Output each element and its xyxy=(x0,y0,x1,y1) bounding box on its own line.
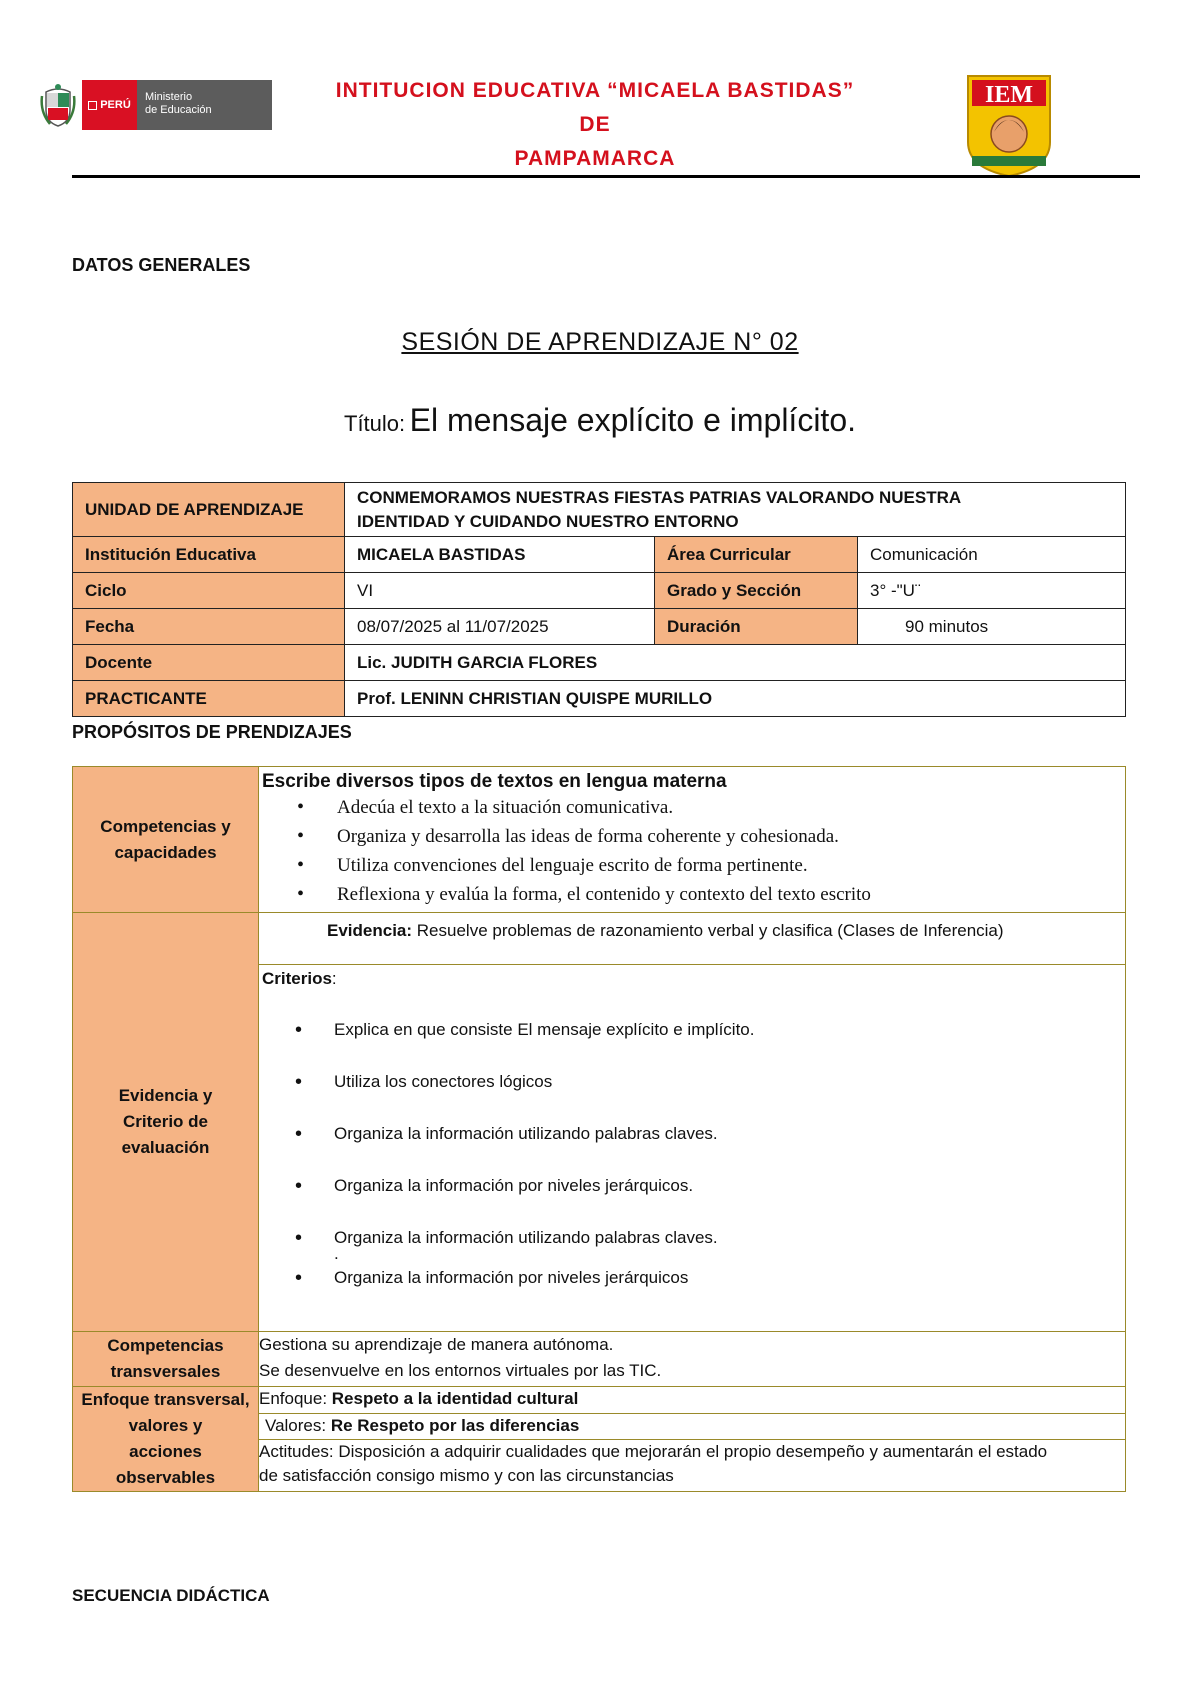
competencias-label xyxy=(73,767,259,913)
list-item: • Organiza la información utilizando palabras claves. xyxy=(259,1123,1125,1145)
criterio-text: Organiza la información utilizando palabras claves. xyxy=(334,1228,718,1247)
fecha-value: 08/07/2025 al 11/07/2025 xyxy=(345,609,655,645)
grado-label: Grado y Sección xyxy=(655,573,858,609)
unidad-value-line-2: IDENTIDAD Y CUIDANDO NUESTRO ENTORNO xyxy=(357,511,739,531)
list-item: • Organiza y desarrolla las ideas de forma coherente y cohesionada. xyxy=(259,822,1125,851)
competencias-cell xyxy=(259,767,1126,913)
criterio-dot: . xyxy=(334,1244,339,1263)
criterios-heading xyxy=(259,965,1125,989)
evidencia-label-line-3: evaluación xyxy=(121,1138,210,1157)
transversales-label xyxy=(73,1332,259,1387)
list-item: • Reflexiona y evalúa la forma, el contenido y contexto del texto escrito xyxy=(259,880,1125,909)
table-row xyxy=(73,483,1126,537)
datos-generales-heading: DATOS GENERALES xyxy=(72,255,251,275)
session-title: SESIÓN DE APRENDIZAJE N° 02 xyxy=(401,328,799,356)
competencia-title: Escribe diversos tipos de textos en lengua materna xyxy=(262,771,727,792)
evidencia-label-line-1: Evidencia y xyxy=(118,1086,213,1105)
unidad-label: UNIDAD DE APRENDIZAJE xyxy=(73,483,345,537)
evidencia-value: Resuelve problemas de razonamiento verbal y clasifica (Clases de Inferencia) xyxy=(412,921,1004,940)
enfoque-prefix: Enfoque: xyxy=(259,1389,332,1408)
lesson-title xyxy=(0,402,1200,439)
list-item xyxy=(259,1227,1125,1263)
enfoque-label-line-3: acciones xyxy=(129,1442,202,1461)
purpose-table xyxy=(72,766,1126,1492)
ciclo-value: VI xyxy=(345,573,655,609)
area-value: Comunicación xyxy=(858,537,1126,573)
ie-value: MICAELA BASTIDAS xyxy=(345,537,655,573)
competencias-label-line-1: Competencias y xyxy=(100,816,231,836)
enfoque-value: Respeto a la identidad cultural xyxy=(331,1389,579,1408)
evidencia-cell xyxy=(259,913,1126,965)
transversales-label-line-2: transversales xyxy=(110,1362,221,1381)
unidad-value-line-1: CONMEMORAMOS NUESTRAS FIESTAS PATRIAS VALORANDO NUESTRA xyxy=(357,487,962,507)
table-row xyxy=(73,537,1126,573)
criterios-label: Criterios xyxy=(262,969,332,988)
evidencia-label: Evidencia: xyxy=(327,921,413,940)
peru-mark-icon xyxy=(88,101,97,110)
actitudes-line-2: de satisfacción consigo mismo y con las circunstancias xyxy=(259,1466,674,1485)
area-label: Área Curricular xyxy=(655,537,858,573)
enfoque-cell xyxy=(259,1387,1126,1414)
criterios-list xyxy=(259,1019,1125,1289)
table-row xyxy=(73,913,1126,965)
actitudes-cell xyxy=(259,1440,1126,1492)
school-line-3: PAMPAMARCA xyxy=(514,147,676,170)
transversal-2: Se desenvuelve en los entornos virtuales por las TIC. xyxy=(259,1361,662,1380)
school-line-2: DE xyxy=(579,113,611,136)
actitudes-line-1: Actitudes: Disposición a adquirir cualidades que mejorarán el propio desempeño y aumentarán el estado xyxy=(259,1442,1048,1461)
valores-value: Re Respeto por las diferencias xyxy=(330,1415,580,1435)
capacidades-list xyxy=(259,793,1125,909)
transversales-label-line-1: Competencias xyxy=(107,1336,224,1355)
table-row xyxy=(73,1387,1126,1414)
header-divider xyxy=(72,175,1140,178)
school-line-1: INTITUCION EDUCATIVA “MICAELA BASTIDAS” xyxy=(335,79,855,102)
criterios-cell xyxy=(259,965,1126,1332)
enfoque-label-line-2: valores y xyxy=(128,1416,203,1435)
docente-label: Docente xyxy=(73,645,345,681)
valores-cell xyxy=(259,1413,1126,1440)
list-item: • Utiliza convenciones del lenguaje escrito de forma pertinente. xyxy=(259,851,1125,880)
practicante-value: Prof. LENINN CHRISTIAN QUISPE MURILLO xyxy=(345,681,1126,717)
list-item: • Explica en que consiste El mensaje explícito e implícito. xyxy=(259,1019,1125,1041)
table-row xyxy=(73,609,1126,645)
ie-label: Institución Educativa xyxy=(73,537,345,573)
list-item: • Utiliza los conectores lógicos xyxy=(259,1071,1125,1093)
school-name xyxy=(270,74,920,176)
minedu-logo xyxy=(82,80,272,130)
docente-value: Lic. JUDITH GARCIA FLORES xyxy=(345,645,1126,681)
competencias-label-line-2: capacidades xyxy=(114,842,217,862)
enfoque-label-line-4: observables xyxy=(115,1468,216,1487)
evidencia-criterio-label xyxy=(73,913,259,1332)
lesson-title-label: Título: xyxy=(344,411,406,436)
peru-coat-of-arms-icon xyxy=(40,82,76,128)
general-data-table xyxy=(72,482,1126,717)
criterios-colon: : xyxy=(331,969,337,988)
minedu-line-1: Ministerio xyxy=(145,91,193,103)
enfoque-label xyxy=(73,1387,259,1492)
ciclo-label: Ciclo xyxy=(73,573,345,609)
duracion-value: 90 minutos xyxy=(858,609,1126,645)
minedu-line-2: de Educación xyxy=(145,104,212,116)
unidad-value xyxy=(345,483,1126,537)
grado-value: 3° -"U¨ xyxy=(858,573,1126,609)
transversales-cell xyxy=(259,1332,1126,1387)
evidencia-text xyxy=(259,913,1125,964)
table-row xyxy=(73,645,1126,681)
duracion-label: Duración xyxy=(655,609,858,645)
enfoque-label-line-1: Enfoque transversal, xyxy=(81,1390,250,1409)
secuencia-heading: SECUENCIA DIDÁCTICA xyxy=(72,1586,270,1605)
practicante-label: PRACTICANTE xyxy=(73,681,345,717)
list-item: • Organiza la información por niveles jerárquicos. xyxy=(259,1175,1125,1197)
propositos-heading: PROPÓSITOS DE PRENDIZAJES xyxy=(72,722,352,742)
minedu-peru-text: PERÚ xyxy=(100,99,131,111)
table-row xyxy=(73,573,1126,609)
table-row xyxy=(73,681,1126,717)
transversal-1: Gestiona su aprendizaje de manera autónoma. xyxy=(259,1335,614,1354)
list-item: • Organiza la información por niveles jerárquicos xyxy=(259,1267,1125,1289)
table-row xyxy=(73,767,1126,913)
fecha-label: Fecha xyxy=(73,609,345,645)
table-row xyxy=(73,1332,1126,1387)
list-item: • Adecúa el texto a la situación comunicativa. xyxy=(259,793,1125,822)
logo-iem-text: IEM xyxy=(985,82,1033,108)
valores-prefix: Valores: xyxy=(265,1415,331,1435)
lesson-title-value: El mensaje explícito e implícito. xyxy=(409,402,856,438)
evidencia-label-line-2: Criterio de xyxy=(122,1112,209,1131)
school-crest-logo xyxy=(964,72,1054,178)
